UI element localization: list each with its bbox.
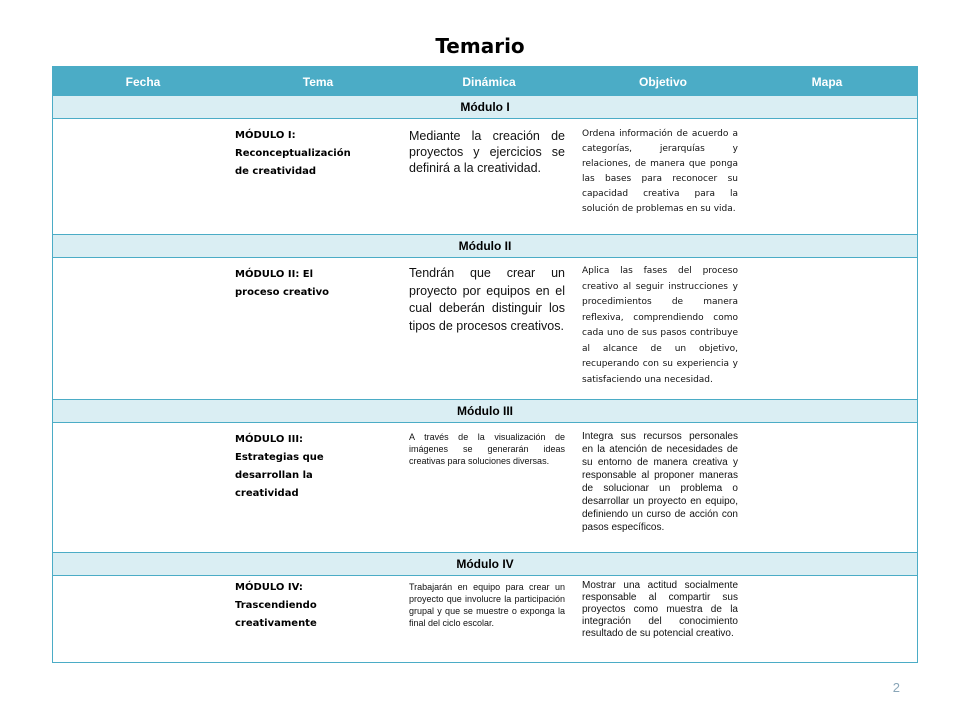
module-header-4: Módulo IV: [53, 552, 917, 576]
column-header-fecha: Fecha: [125, 75, 161, 89]
tema-cell-1: MÓDULO I: Reconceptualización de creatividad: [235, 130, 351, 177]
column-header-dinamica: Dinámica: [462, 75, 516, 89]
page-number: 2: [892, 680, 900, 695]
objetivo-cell-2: Aplica las fases del proceso creativo al seguir instrucciones y procedimientos de manera reflexiva, comprendiendo como cada uno de sus pasos contribuye al alcance de un objetivo, recuperando con su experiencia y satisfaciendo una necesidad.: [582, 266, 738, 385]
tema-cell-4: MÓDULO IV: Trascendiendo creativamente: [235, 582, 317, 629]
column-header-mapa: Mapa: [811, 75, 843, 89]
module-header-3: Módulo III: [53, 399, 917, 423]
column-header-objetivo: Objetivo: [638, 75, 687, 89]
syllabus-table: [52, 66, 918, 663]
column-header-tema: Tema: [302, 75, 334, 89]
dinamica-cell-3: A través de la visualización de imágenes se generarán ideas creativas para soluciones diversas.: [409, 432, 565, 466]
dinamica-cell-1: Mediante la creación de proyectos y ejercicios se definirá a la creatividad.: [409, 129, 565, 175]
module-header-2: Módulo II: [53, 234, 917, 258]
objetivo-cell-4: Mostrar una actitud socialmente responsable al compartir sus proyectos como muestra de la integración del conocimiento resultado de su potencial creativo.: [582, 580, 738, 639]
dinamica-cell-2: Tendrán que crear un proyecto por equipos en el cual deberán distinguir los tipos de procesos creativos.: [409, 266, 565, 333]
module-header-1: Módulo I: [53, 95, 917, 119]
objetivo-cell-3: Integra sus recursos personales en la atención de necesidades de su entorno de manera creativa y responsable al proponer maneras de solucionar un problema o desarrollar un proyecto en equipo, definiendo un curso de acción con pasos específicos.: [582, 431, 738, 533]
page-title: Temario: [435, 34, 525, 58]
tema-cell-2: MÓDULO II: El proceso creativo: [235, 269, 329, 298]
dinamica-cell-4: Trabajarán en equipo para crear un proyecto que involucre la participación grupal y que se muestre o exponga la final del ciclo escolar.: [409, 582, 565, 628]
objetivo-cell-1: Ordena información de acuerdo a categorías, jerarquías y relaciones, de manera que ponga las bases para reconocer su capacidad creativa para la solución de problemas en su vida.: [582, 129, 738, 214]
tema-cell-3: MÓDULO III: Estrategias que desarrollan la creatividad: [235, 434, 324, 499]
table-header-row: [53, 67, 917, 98]
